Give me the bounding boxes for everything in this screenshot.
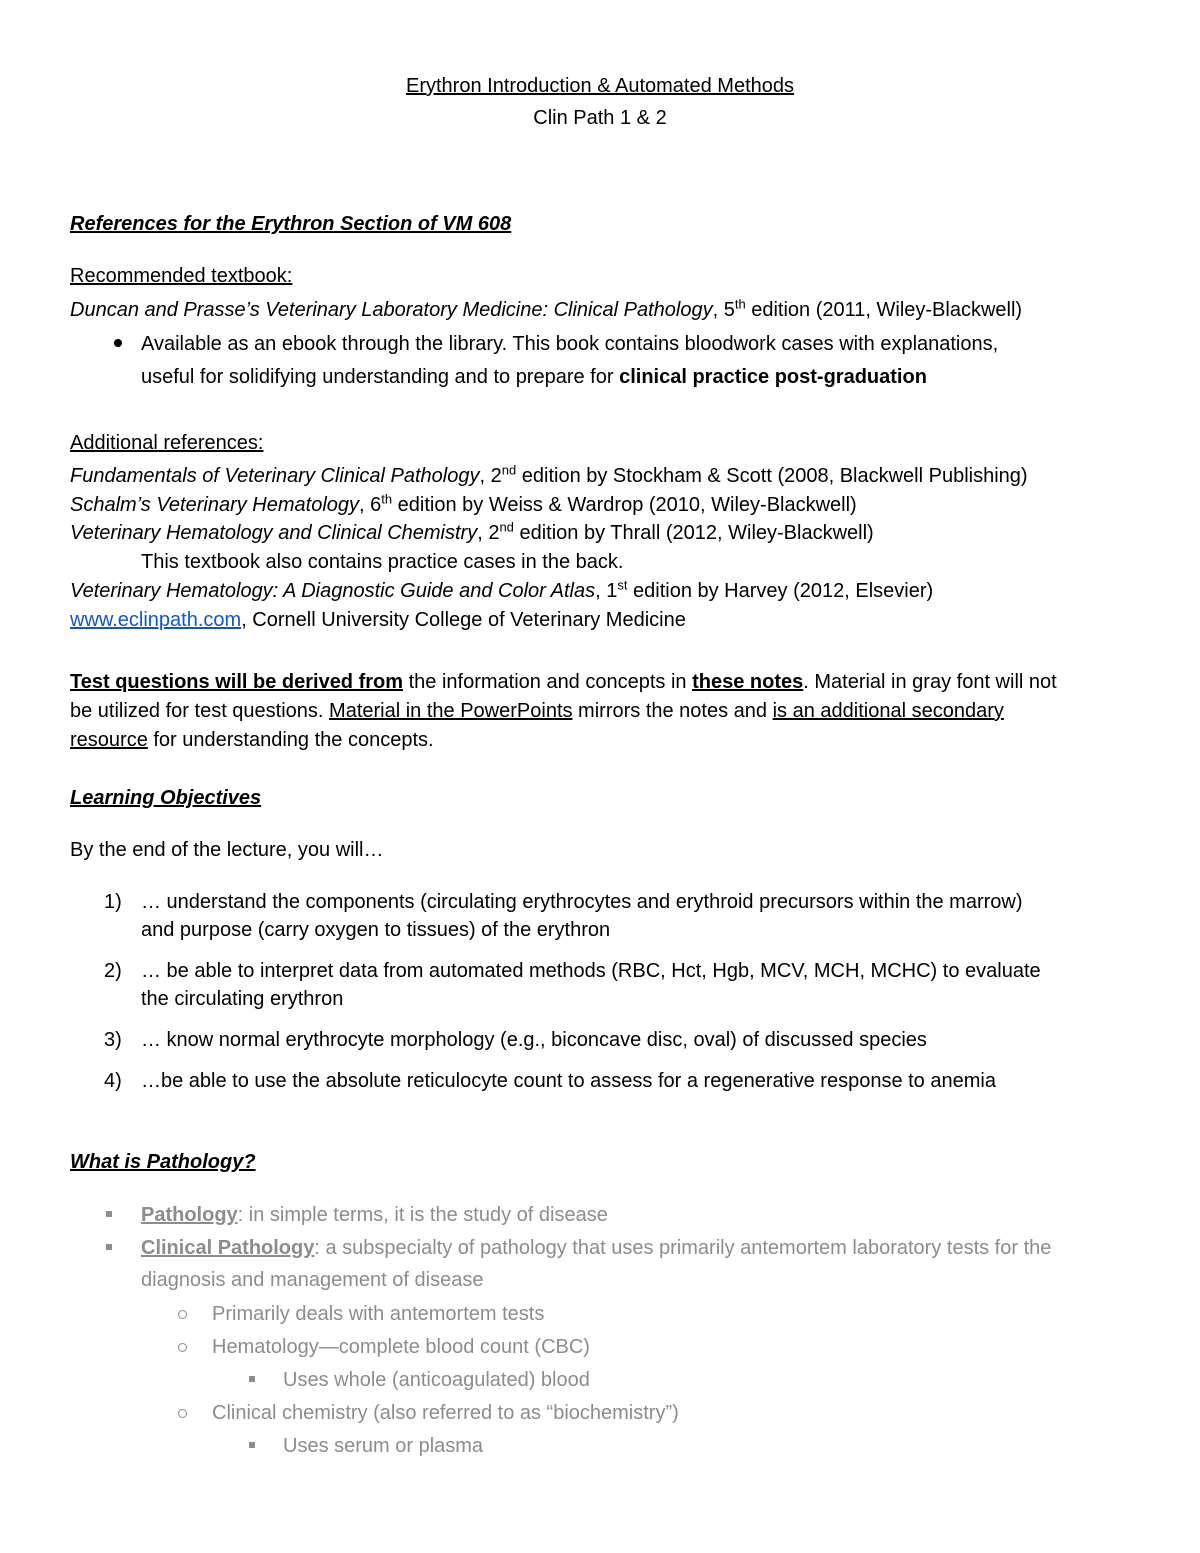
recommended-label: Recommended textbook: [70,265,293,287]
square-bullet-icon [249,1376,255,1382]
objective-number: 2) [104,960,122,982]
ebook-note-line2 [141,363,927,391]
reference-edition: , 1 [595,580,618,602]
test-note-line1 [70,668,1057,696]
pathology-def: : in simple terms, it is the study of disease [237,1204,608,1226]
clinical-chemistry-item: Clinical chemistry (also referred to as “biochemistry”) [212,1402,679,1424]
reference-title: Schalm’s Veterinary Hematology [70,494,360,516]
reference-sup: th [381,491,393,507]
test-note-line3 [70,726,434,754]
recommended-sup: th [734,296,746,312]
objective-number: 1) [104,891,122,913]
pathology-term: Pathology [141,1204,238,1226]
clinpath-definition-line2: diagnosis and management of disease [141,1269,484,1291]
powerpoints-emphasis: Material in the PowerPoints [329,700,573,722]
objective-1-line2: and purpose (carry oxygen to tissues) of the erythron [141,919,611,941]
these-notes-emphasis: these notes [692,671,804,693]
objective-1-line1: … understand the components (circulating erythrocytes and erythroid precursors within the marrow) [141,891,1023,913]
reference-author: edition by Harvey (2012, Elsevier) [627,580,934,602]
reference-edition: , 2 [479,465,502,487]
square-bullet-icon [106,1244,112,1250]
antemortem-tests-item: Primarily deals with antemortem tests [212,1303,545,1325]
square-bullet-icon [249,1442,255,1448]
reference-author: edition by Thrall (2012, Wiley-Blackwell) [513,522,874,544]
test-note-emphasis: Test questions will be derived from [70,671,404,693]
test-note-text: be utilized for test questions. [70,700,330,722]
website-reference [70,606,686,634]
reference-edition: , 2 [477,522,500,544]
objectives-heading: Learning Objectives [70,787,262,809]
test-note-line2 [70,697,1004,725]
ebook-note-bold: clinical practice post-graduation [619,366,927,388]
reference-edition: , 6 [359,494,382,516]
objective-2-line2: the circulating erythron [141,988,344,1010]
test-note-text: for understanding the concepts. [147,729,434,751]
pathology-definition [141,1201,608,1229]
secondary-emphasis: is an additional secondary [772,700,1004,722]
square-bullet-icon [106,1211,112,1217]
additional-reference-4 [70,577,933,605]
recommended-citation [70,296,1022,324]
objectives-intro: By the end of the lecture, you will… [70,839,384,861]
test-note-text: . Material in gray font will not [803,671,1057,693]
reference-title: Veterinary Hematology: A Diagnostic Guide and Color Atlas [70,580,596,602]
whole-blood-item: Uses whole (anticoagulated) blood [283,1369,590,1391]
objective-4-line1: …be able to use the absolute reticulocyte count to assess for a regenerative response to anemia [141,1070,996,1092]
bullet-icon [114,339,122,347]
circle-bullet-icon [178,1310,187,1319]
circle-bullet-icon [178,1409,187,1418]
eclinpath-link[interactable]: www.eclinpath.com [70,609,242,631]
additional-reference-2 [70,491,857,519]
clinpath-definition-line1 [141,1234,1051,1262]
circle-bullet-icon [178,1343,187,1352]
document-subtitle: Clin Path 1 & 2 [533,107,667,129]
reference-author: edition by Stockham & Scott (2008, Blackwell Publishing) [516,465,1028,487]
reference-sup: nd [501,462,517,478]
reference-title: Fundamentals of Veterinary Clinical Pathology [70,465,480,487]
recommended-publisher: edition (2011, Wiley-Blackwell) [745,299,1023,321]
additional-label: Additional references: [70,432,264,454]
recommended-title: Duncan and Prasse’s Veterinary Laboratory Medicine: Clinical Pathology [70,299,713,321]
additional-reference-3 [70,519,874,547]
reference-title: Veterinary Hematology and Clinical Chemistry [70,522,478,544]
objective-number: 3) [104,1029,122,1051]
clinpath-def: : a subspecialty of pathology that uses primarily antemortem laboratory tests for the [314,1237,1052,1259]
reference-sup: nd [499,519,514,535]
additional-reference-1 [70,462,1028,490]
test-note-text: mirrors the notes and [572,700,773,722]
references-heading: References for the Erythron Section of VM 608 [70,213,512,235]
clinpath-term: Clinical Pathology [141,1237,315,1259]
objective-2-line1: … be able to interpret data from automated methods (RBC, Hct, Hgb, MCV, MCH, MCHC) to evaluate [141,960,1041,982]
serum-plasma-item: Uses serum or plasma [283,1435,484,1457]
reference-author: edition by Weiss & Wardrop (2010, Wiley-Blackwell) [392,494,857,516]
objective-3-line1: … know normal erythrocyte morphology (e.g., biconcave disc, oval) of discussed species [141,1029,927,1051]
hematology-item: Hematology—complete blood count (CBC) [212,1336,590,1358]
ebook-note-text: useful for solidifying understanding and to prepare for [141,366,620,388]
thrall-note: This textbook also contains practice cases in the back. [141,551,624,573]
objective-number: 4) [104,1070,122,1092]
test-note-text: the information and concepts in [403,671,693,693]
resource-emphasis: resource [70,729,148,751]
recommended-edition: , 5 [712,299,735,321]
pathology-heading: What is Pathology? [70,1151,256,1173]
reference-sup: st [617,577,628,593]
ebook-note-line1: Available as an ebook through the library. This book contains bloodwork cases with explanations, [141,333,999,355]
website-description: , Cornell University College of Veterinary Medicine [241,609,686,631]
document-title: Erythron Introduction & Automated Methods [406,75,794,97]
